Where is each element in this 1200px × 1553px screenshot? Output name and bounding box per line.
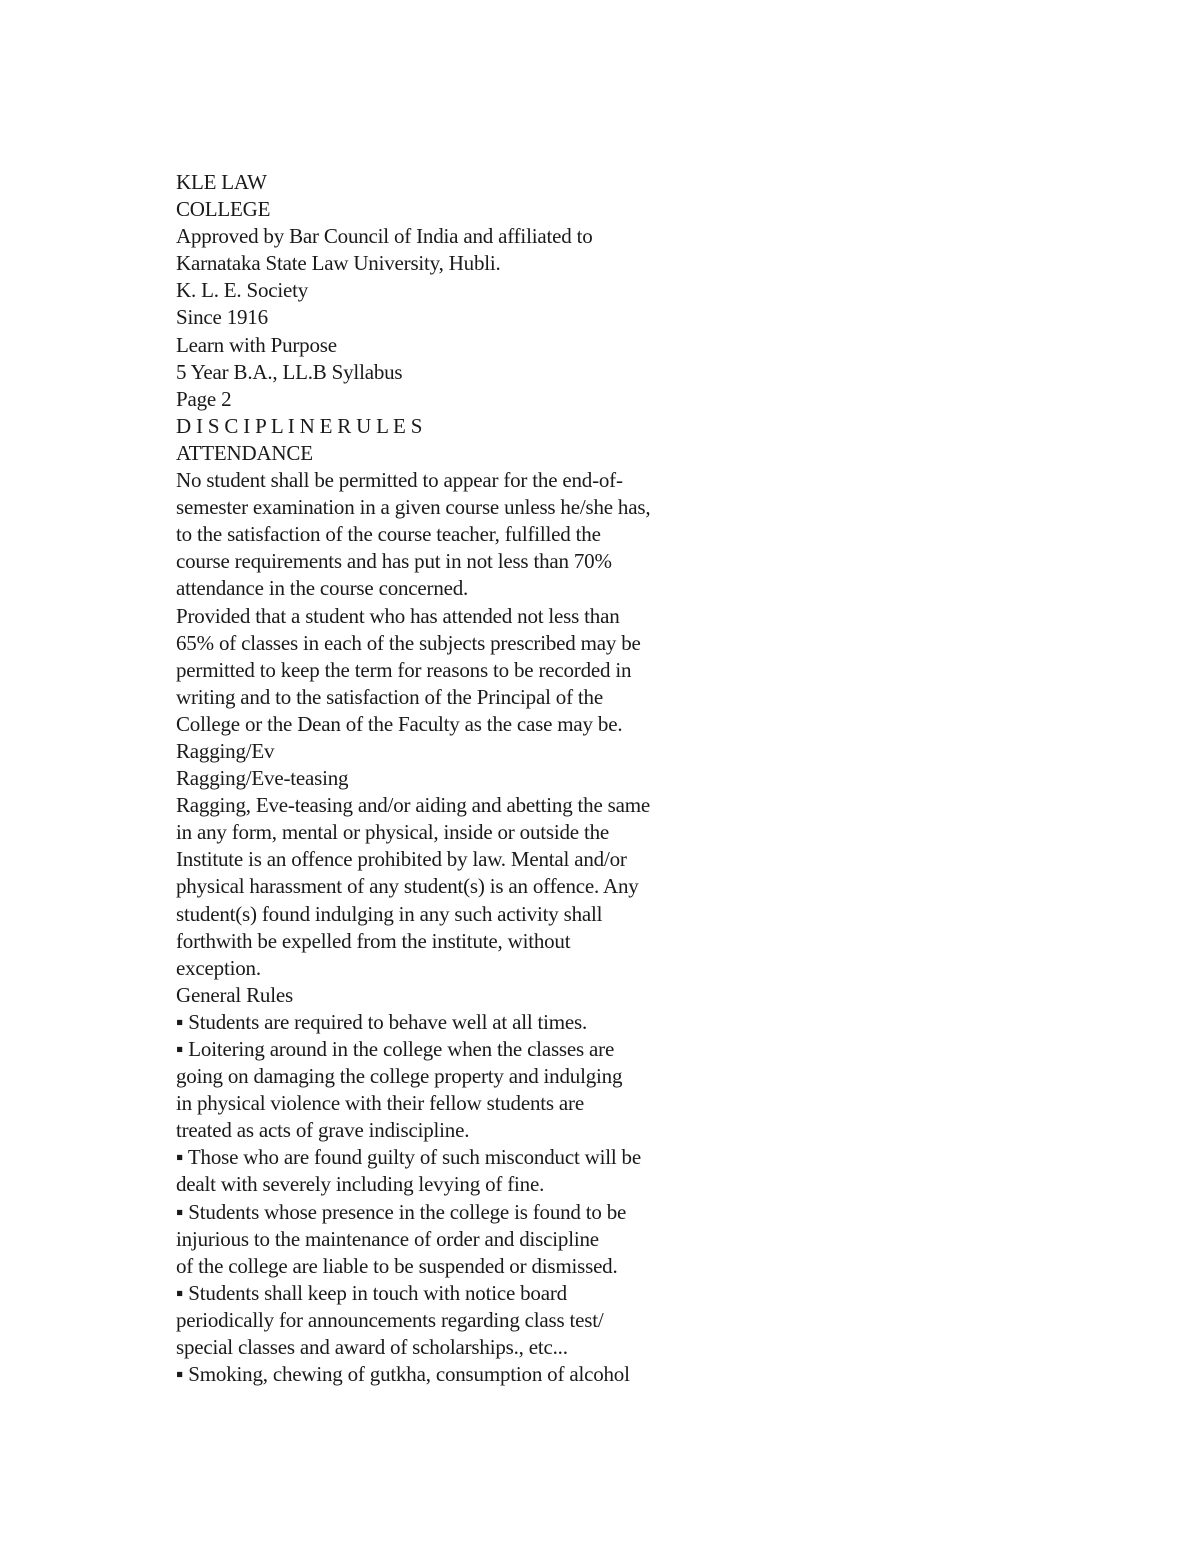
document-line: going on damaging the college property and indulging [176, 1064, 623, 1089]
document-line: KLE LAW [176, 170, 267, 194]
document-line: General Rules [176, 982, 293, 1007]
document-line: Ragging/Ev [176, 738, 275, 763]
document-line: treated as acts of grave indiscipline. [176, 1118, 470, 1143]
document-line: physical harassment of any student(s) is an offence. Any [176, 874, 639, 899]
document-line: College or the Dean of the Faculty as the case may be. [176, 711, 623, 736]
document-line: K. L. E. Society [176, 278, 309, 303]
document-line: student(s) found indulging in any such activity shall [176, 901, 603, 926]
document-line: ▪ Loitering around in the college when the classes are [176, 1037, 615, 1061]
document-line: Approved by Bar Council of India and affiliated to [176, 224, 593, 249]
document-line: No student shall be permitted to appear for the end-of- [176, 468, 623, 493]
document-line: Institute is an offence prohibited by law. Mental and/or [176, 847, 627, 872]
document-text [176, 169, 796, 1388]
document-line: dealt with severely including levying of fine. [176, 1172, 545, 1197]
document-line: writing and to the satisfaction of the Principal of the [176, 684, 603, 709]
document-line: D I S C I P L I N E R U L E S [176, 413, 423, 438]
document-line: permitted to keep the term for reasons to be recorded in [176, 657, 632, 682]
document-line: Ragging, Eve-teasing and/or aiding and abetting the same [176, 793, 650, 818]
document-line: ▪ Students are required to behave well at all times. [176, 1009, 588, 1034]
document-line: in any form, mental or physical, inside or outside the [176, 820, 610, 845]
document-line: 5 Year B.A., LL.B Syllabus [176, 359, 403, 384]
document-line: 65% of classes in each of the subjects prescribed may be [176, 630, 641, 655]
document-line: to the satisfaction of the course teacher, fulfilled the [176, 522, 601, 547]
document-line: of the college are liable to be suspended or dismissed. [176, 1253, 618, 1278]
document-line: Since 1916 [176, 305, 268, 330]
document-line: periodically for announcements regarding class test/ [176, 1307, 604, 1332]
document-line: ▪ Students shall keep in touch with notice board [176, 1280, 567, 1305]
document-line: special classes and award of scholarships., etc... [176, 1335, 568, 1360]
document-line: attendance in the course concerned. [176, 576, 469, 601]
document-line: exception. [176, 955, 261, 980]
document-line: semester examination in a given course unless he/she has, [176, 495, 651, 520]
document-line: Provided that a student who has attended not less than [176, 603, 620, 628]
document-line: Page 2 [176, 386, 232, 411]
document-line: ▪ Those who are found guilty of such misconduct will be [176, 1145, 641, 1170]
document-line: ▪ Smoking, chewing of gutkha, consumption of alcohol [176, 1362, 630, 1387]
document-line: Karnataka State Law University, Hubli. [176, 251, 501, 276]
document-line: forthwith be expelled from the institute, without [176, 928, 571, 953]
document-line: COLLEGE [176, 197, 271, 222]
document-line: ATTENDANCE [176, 440, 313, 465]
document-line: injurious to the maintenance of order and discipline [176, 1226, 599, 1251]
document-line: ▪ Students whose presence in the college is found to be [176, 1199, 627, 1224]
document-line: Learn with Purpose [176, 332, 337, 357]
document-line: in physical violence with their fellow students are [176, 1091, 584, 1116]
document-line: course requirements and has put in not less than 70% [176, 549, 612, 574]
document-line: Ragging/Eve-teasing [176, 766, 349, 791]
